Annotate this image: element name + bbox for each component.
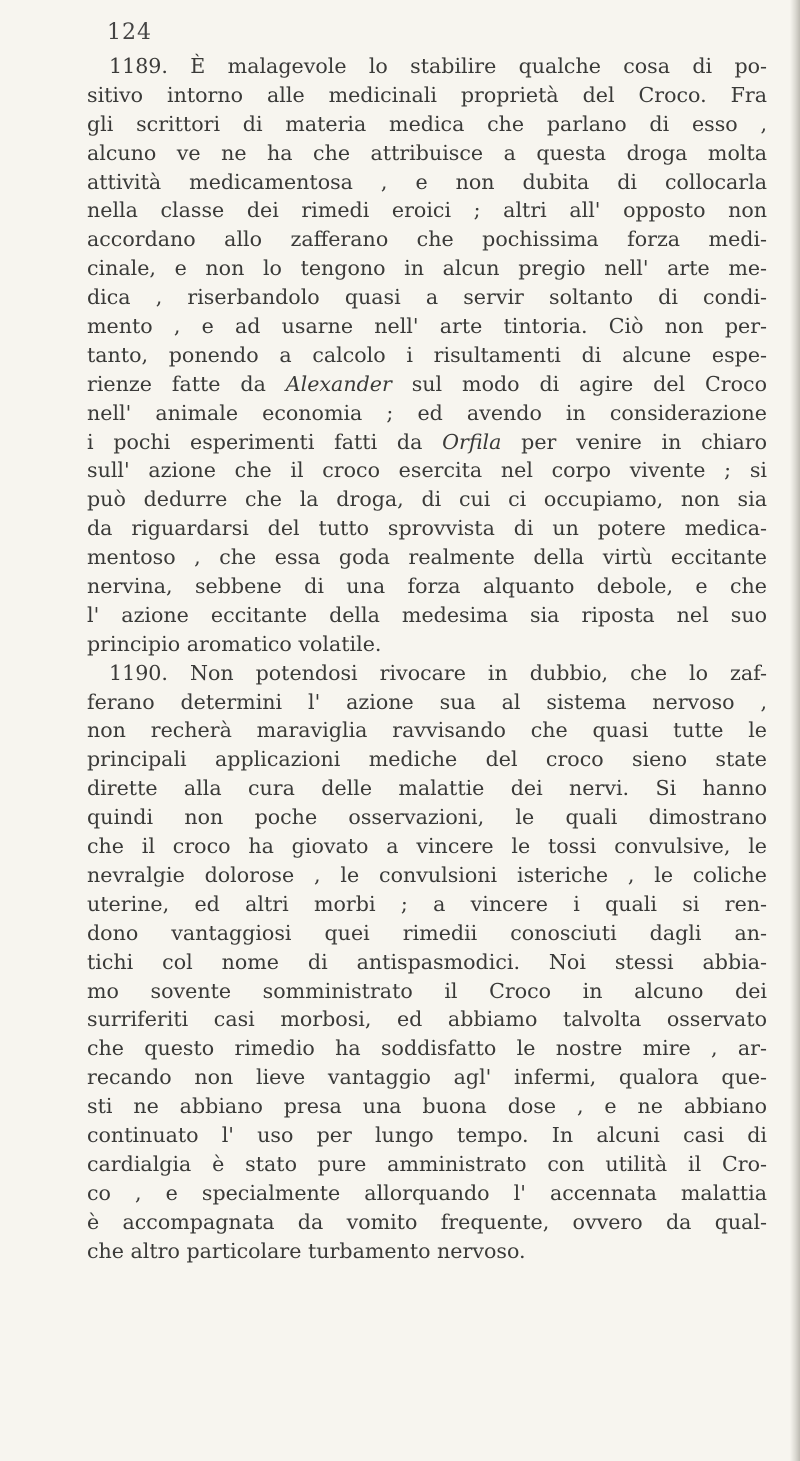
text-line: recando non lieve vantaggio agl' infermi, qualora que- xyxy=(87,1065,767,1090)
text-line: nella classe dei rimedi eroici ; altri all' opposto non xyxy=(87,198,767,223)
text-line: accordano allo zafferano che pochissima forza medi- xyxy=(87,227,767,252)
text-segment: sul modo di agire del Croco xyxy=(391,371,767,396)
page-edge-shadow xyxy=(790,0,800,1461)
text-line: co , e specialmente allorquando l' accennata malattia xyxy=(87,1180,767,1205)
text-line: mento , e ad usarne nell' arte tintoria. Ciò non per- xyxy=(87,314,767,339)
text-line: uterine, ed altri morbi ; a vincere i quali si ren- xyxy=(87,891,767,916)
text-line: surriferiti casi morbosi, ed abbiamo talvolta osservato xyxy=(87,1007,767,1032)
text-line: sitivo intorno alle medicinali proprietà del Croco. Fra xyxy=(87,82,767,107)
paragraph-1 xyxy=(87,52,767,659)
text-line: 1190. Non potendosi rivocare in dubbio, che lo zaf- xyxy=(109,660,767,685)
text-line: dirette alla cura delle malattie dei nervi. Si hanno xyxy=(87,776,767,801)
text-line: è accompagnata da vomito frequente, ovvero da qual- xyxy=(87,1209,767,1234)
text-line: cinale, e non lo tengono in alcun pregio nell' arte me- xyxy=(87,256,767,281)
text-line: che altro particolare turbamento nervoso. xyxy=(87,1238,526,1263)
text-line: dica , riserbandolo quasi a servir soltanto di condi- xyxy=(87,285,767,310)
text-line: che questo rimedio ha soddisfatto le nostre mire , ar- xyxy=(87,1036,767,1061)
text-segment: rienze fatte da xyxy=(87,371,286,396)
italic-name: Orfila xyxy=(442,429,502,454)
text-line: cardialgia è stato pure amministrato con utilità il Cro- xyxy=(87,1151,767,1176)
paragraph-2 xyxy=(87,659,767,1266)
text-segment: i pochi esperimenti fatti da xyxy=(87,429,443,454)
text-line: quindi non poche osservazioni, le quali dimostrano xyxy=(87,805,767,830)
text-line: che il croco ha giovato a vincere le tossi convulsive, le xyxy=(87,834,767,859)
text-segment: per venire in chiaro xyxy=(501,429,767,454)
text-line: alcuno ve ne ha che attribuisce a questa droga molta xyxy=(87,140,767,165)
body-text xyxy=(87,52,767,1265)
text-line: da riguardarsi del tutto sprovvista di un potere medica- xyxy=(87,516,767,541)
text-line: continuato l' uso per lungo tempo. In alcuni casi di xyxy=(87,1122,767,1147)
text-line: dono vantaggiosi quei rimedii conosciuti dagli an- xyxy=(87,920,767,945)
text-line: nevralgie dolorose , le convulsioni isteriche , le coliche xyxy=(87,862,767,887)
text-line: ferano determini l' azione sua al sistema nervoso , xyxy=(87,689,767,714)
text-line: nell' animale economia ; ed avendo in considerazione xyxy=(87,400,767,425)
text-line: sull' azione che il croco esercita nel corpo vivente ; si xyxy=(87,458,767,483)
text-line: tanto, ponendo a calcolo i risultamenti di alcune espe- xyxy=(87,342,767,367)
text-line: principali applicazioni mediche del croco sieno state xyxy=(87,747,767,772)
text-line xyxy=(87,428,767,457)
text-line: principio aromatico volatile. xyxy=(87,631,382,656)
text-line: attività medicamentosa , e non dubita di collocarla xyxy=(87,169,767,194)
text-line: l' azione eccitante della medesima sia riposta nel suo xyxy=(87,602,767,627)
page-number: 124 xyxy=(107,20,152,45)
text-line: gli scrittori di materia medica che parlano di esso , xyxy=(87,111,767,136)
italic-name: Alexander xyxy=(285,371,392,396)
text-line: sti ne abbiano presa una buona dose , e ne abbiano xyxy=(87,1094,767,1119)
text-line: non recherà maraviglia ravvisando che quasi tutte le xyxy=(87,718,767,743)
text-line: mo sovente somministrato il Croco in alcuno dei xyxy=(87,978,767,1003)
text-line: 1189. È malagevole lo stabilire qualche cosa di po- xyxy=(109,54,767,78)
text-line: mentoso , che essa goda realmente della virtù eccitante xyxy=(87,545,767,570)
text-line xyxy=(87,370,767,399)
text-line: può dedurre che la droga, di cui ci occupiamo, non sia xyxy=(87,487,767,512)
text-line: tichi col nome di antispasmodici. Noi stessi abbia- xyxy=(87,949,767,974)
text-line: nervina, sebbene di una forza alquanto debole, e che xyxy=(87,574,767,599)
